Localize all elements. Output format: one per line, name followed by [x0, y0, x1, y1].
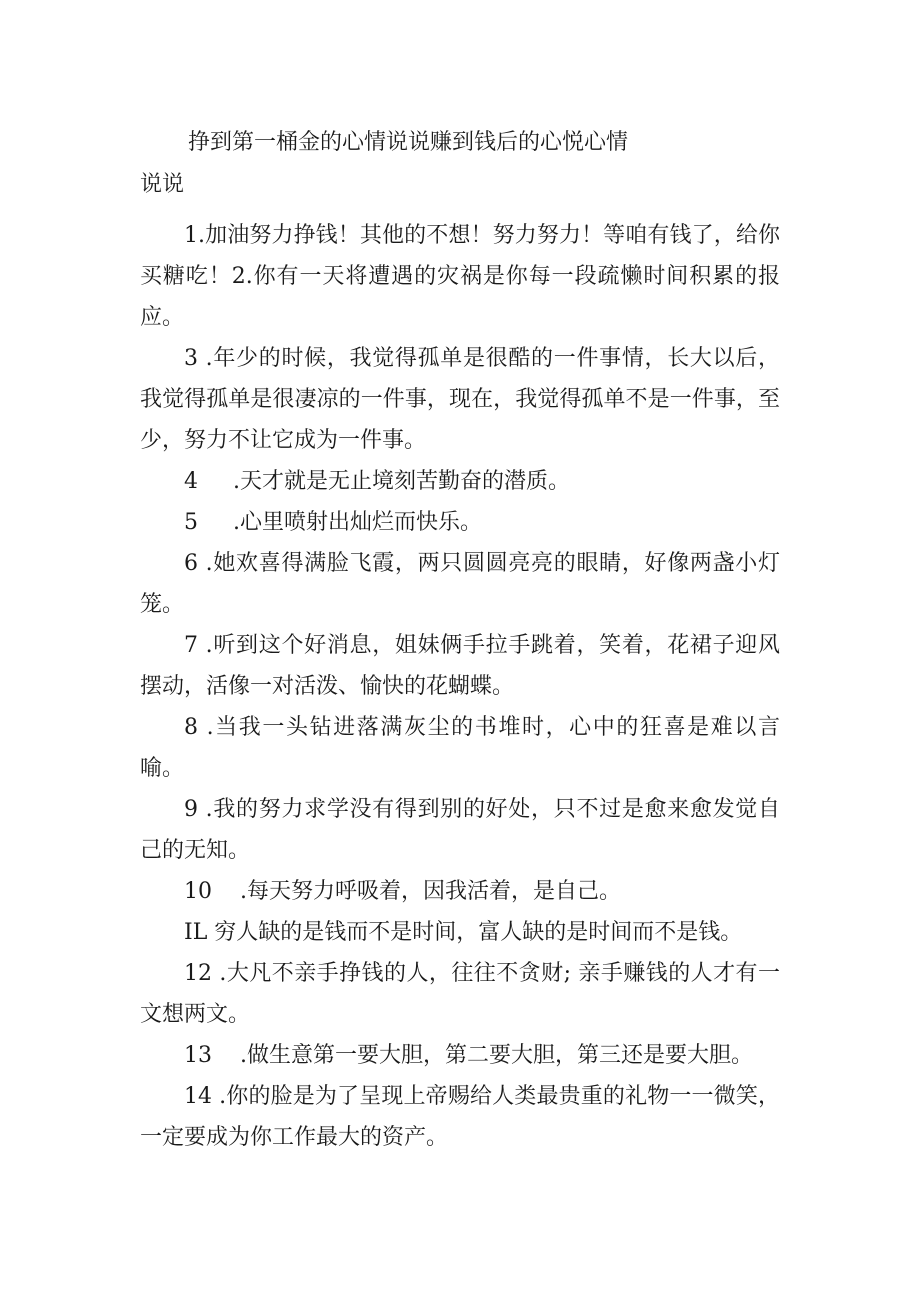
paragraph-5: 5 .心里喷射出灿烂而快乐。	[184, 510, 482, 535]
document-title-continuation: 说说	[140, 172, 185, 197]
document-title: 挣到第一桶金的心情说说赚到钱后的心悦心情	[188, 130, 629, 155]
paragraph-7: 7 .听到这个好消息，姐妹俩手拉手跳着，笑着，花裙子迎风摆动，活像一对活泼、愉快的花蝴蝶。	[140, 633, 780, 699]
paragraph-4: 4 .天才就是无止境刻苦勤奋的潜质。	[184, 469, 570, 494]
paragraph-12: 12 .大凡不亲手挣钱的人，往往不贪财; 亲手赚钱的人才有一文想两文。	[140, 961, 780, 1027]
paragraph-9: 9 .我的努力求学没有得到别的好处，只不过是愈来愈发觉自己的无知。	[140, 797, 780, 863]
paragraph-13: 13 .做生意第一要大胆，第二要大胆，第三还是要大胆。	[184, 1043, 753, 1068]
paragraph-11: IL 穷人缺的是钱而不是时间，富人缺的是时间而不是钱。	[184, 920, 743, 945]
document-body	[140, 215, 780, 1158]
paragraph-10: 10 .每天努力呼吸着，因我活着，是自己。	[184, 879, 621, 904]
paragraph-1: 1.加油努力挣钱！其他的不想！努力努力！等咱有钱了，给你买糖吃！2.你有一天将遭遇的灾祸是你每一段疏懒时间积累的报应。	[140, 223, 780, 330]
paragraph-3: 3 .年少的时候，我觉得孤单是很酷的一件事情，长大以后，我觉得孤单是很凄凉的一件事，现在，我觉得孤单不是一件事，至少，努力不让它成为一件事。	[140, 346, 780, 453]
paragraph-6: 6 .她欢喜得满脸飞霞，两只圆圆亮亮的眼睛，好像两盏小灯笼。	[140, 551, 780, 617]
paragraph-8: 8 .当我一头钻进落满灰尘的书堆时，心中的狂喜是难以言喻。	[140, 715, 780, 781]
paragraph-14: 14 .你的脸是为了呈现上帝赐给人类最贵重的礼物一一微笑，一定要成为你工作最大的资产。	[140, 1084, 780, 1150]
